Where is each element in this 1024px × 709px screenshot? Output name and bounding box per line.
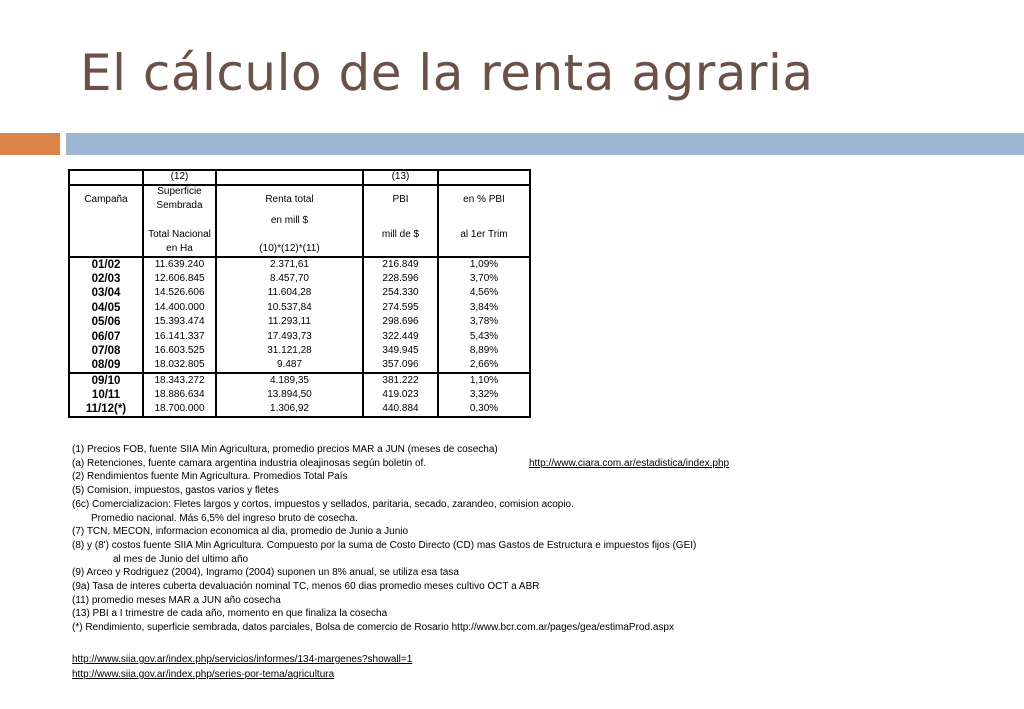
table-cell: 0,30% — [438, 402, 530, 417]
table-cell: 349.945 — [363, 344, 438, 359]
cell-campana: 03/04 — [69, 286, 143, 301]
unit-pct: al 1er Trim — [438, 228, 530, 243]
cell-campana: 06/07 — [69, 330, 143, 345]
table-cell: 16.141.337 — [143, 330, 216, 345]
renta-table — [68, 169, 531, 418]
note-line: (8) y (8') costos fuente SIIA Min Agricultura. Compuesto por la suma de Costo Directo (CD) mas Gastos de Estructura e impuestos fijos (GEI) — [72, 539, 697, 551]
note-line: (1) Precios FOB, fuente SIIA Min Agricultura, promedio precios MAR a JUN (meses de cosecha) — [72, 444, 498, 455]
table-cell: 18.343.272 — [143, 373, 216, 388]
header-campana: Campaña — [69, 185, 143, 214]
accent-bar-orange — [0, 133, 60, 155]
note-line: (11) promedio meses MAR a JUN año cosecha — [72, 594, 281, 606]
header-pct: en % PBI — [438, 185, 530, 214]
table-row — [69, 402, 530, 417]
table-cell: 3,78% — [438, 315, 530, 330]
note-line: (6c) Comercializacion: Fletes largos y cortos, impuestos y sellados, paritaria, secado, zarandeo, comision acopio. — [72, 498, 574, 510]
note-line: (9a) Tasa de interes cuberta devaluación nominal TC, menos 60 dias promedio meses cultivo OCT a ABR — [72, 581, 540, 593]
table-cell: 14.400.000 — [143, 301, 216, 316]
table-cell: 322.449 — [363, 330, 438, 345]
note-line: (5) Comision, impuestos, gastos varios y fletes — [72, 485, 279, 497]
table-cell: 13.894,50 — [216, 388, 363, 403]
table-cell: 381.222 — [363, 373, 438, 388]
table-row — [69, 388, 530, 403]
table-cell: 10.537,84 — [216, 301, 363, 316]
table-cell: 1,10% — [438, 373, 530, 388]
note-line: (a) Retenciones, fuente camara argentina industria oleajinosas según boletin of. http://www.ciara.com.ar/estadistica/index.php — [72, 457, 730, 469]
table-cell: 18.032.805 — [143, 359, 216, 374]
col-number-superficie: (12) — [143, 170, 216, 185]
ciara-link[interactable]: http://www.ciara.com.ar/estadistica/index.php — [529, 457, 730, 469]
table-cell: 298.696 — [363, 315, 438, 330]
table-cell: 31.121,28 — [216, 344, 363, 359]
table-cell: 1.306,92 — [216, 402, 363, 417]
table-cell: 14.526.606 — [143, 286, 216, 301]
table-cell: 16.603.525 — [143, 344, 216, 359]
header-renta: Renta total — [216, 185, 363, 214]
table-cell: 11.604,28 — [216, 286, 363, 301]
cell-campana: 08/09 — [69, 359, 143, 374]
table-cell: 440.884 — [363, 402, 438, 417]
table-row — [69, 272, 530, 287]
table-row — [69, 330, 530, 345]
note-line: (*) Rendimiento, superficie sembrada, datos parciales, Bolsa de comercio de Rosario http://www.bcr.com.ar/pages/gea/estimaProd.aspx — [72, 622, 674, 634]
slide-title: El cálculo de la renta agraria — [80, 44, 814, 102]
table-row — [69, 315, 530, 330]
cell-campana: 05/06 — [69, 315, 143, 330]
table-cell: 4.189,35 — [216, 373, 363, 388]
cell-campana: 09/10 — [69, 373, 143, 388]
cell-campana: 04/05 — [69, 301, 143, 316]
source-links — [72, 652, 412, 682]
unit-renta: en mill $ — [216, 214, 363, 229]
table-cell: 11.639.240 — [143, 257, 216, 272]
unit-pbi: mill de $ — [363, 228, 438, 243]
unit-superficie-2: en Ha — [143, 243, 216, 258]
table-cell: 8,89% — [438, 344, 530, 359]
table-row — [69, 286, 530, 301]
table-cell: 3,70% — [438, 272, 530, 287]
cell-campana: 11/12(*) — [69, 402, 143, 417]
table-row — [69, 359, 530, 374]
table-row — [69, 257, 530, 272]
siia-margenes-link[interactable]: http://www.siia.gov.ar/index.php/servicios/informes/134-margenes?showall=1 — [72, 654, 413, 665]
table-cell: 8.457,70 — [216, 272, 363, 287]
unit-formula: (10)*(12)*(11) — [216, 243, 363, 258]
table-row — [69, 301, 530, 316]
header-superficie-2: Sembrada — [143, 199, 216, 214]
note-line: (7) TCN, MECON, informacion economica al dia, promedio de Junio a Junio — [72, 526, 409, 538]
cell-campana: 01/02 — [69, 257, 143, 272]
cell-campana: 10/11 — [69, 388, 143, 403]
note-line: al mes de Junio del ultimo año — [113, 553, 249, 565]
table-cell: 216.849 — [363, 257, 438, 272]
table-cell: 419.023 — [363, 388, 438, 403]
header-pbi: PBI — [363, 185, 438, 214]
siia-series-link[interactable]: http://www.siia.gov.ar/index.php/series-por-tema/agricultura — [72, 669, 335, 680]
header-superficie-1: Superficie — [143, 185, 216, 200]
table-cell: 15.393.474 — [143, 315, 216, 330]
table-cell: 12.606.845 — [143, 272, 216, 287]
table-cell: 357.096 — [363, 359, 438, 374]
table-cell: 18.886.634 — [143, 388, 216, 403]
table-cell: 17.493,73 — [216, 330, 363, 345]
notes — [72, 443, 792, 635]
table-cell: 228.596 — [363, 272, 438, 287]
note-line: (13) PBI a I trimestre de cada año, momento en que finaliza la cosecha — [72, 608, 388, 620]
table-cell: 2,66% — [438, 359, 530, 374]
cell-campana: 07/08 — [69, 344, 143, 359]
table-cell: 274.595 — [363, 301, 438, 316]
table-row — [69, 344, 530, 359]
table-cell: 11.293,11 — [216, 315, 363, 330]
cell-campana: 02/03 — [69, 272, 143, 287]
unit-superficie-1: Total Nacional — [143, 228, 216, 243]
col-number-pbi: (13) — [363, 170, 438, 185]
table-cell: 18.700.000 — [143, 402, 216, 417]
accent-bar-blue — [66, 133, 1024, 155]
table-cell: 1,09% — [438, 257, 530, 272]
note-line: (2) Rendimientos fuente Min Agricultura. Promedios Total País — [72, 471, 348, 483]
table-cell: 2.371,61 — [216, 257, 363, 272]
note-line: (9) Arceo y Rodriguez (2004), Ingramo (2004) suponen un 8% anual, se utiliza esa tasa — [72, 567, 459, 579]
table-cell: 9.487 — [216, 359, 363, 374]
table-row — [69, 373, 530, 388]
table-cell: 3,84% — [438, 301, 530, 316]
table-cell: 5,43% — [438, 330, 530, 345]
table-cell: 3,32% — [438, 388, 530, 403]
table-cell: 4,56% — [438, 286, 530, 301]
table-cell: 254.330 — [363, 286, 438, 301]
note-line: Promedio nacional. Más 6,5% del ingreso bruto de cosecha. — [91, 512, 358, 524]
